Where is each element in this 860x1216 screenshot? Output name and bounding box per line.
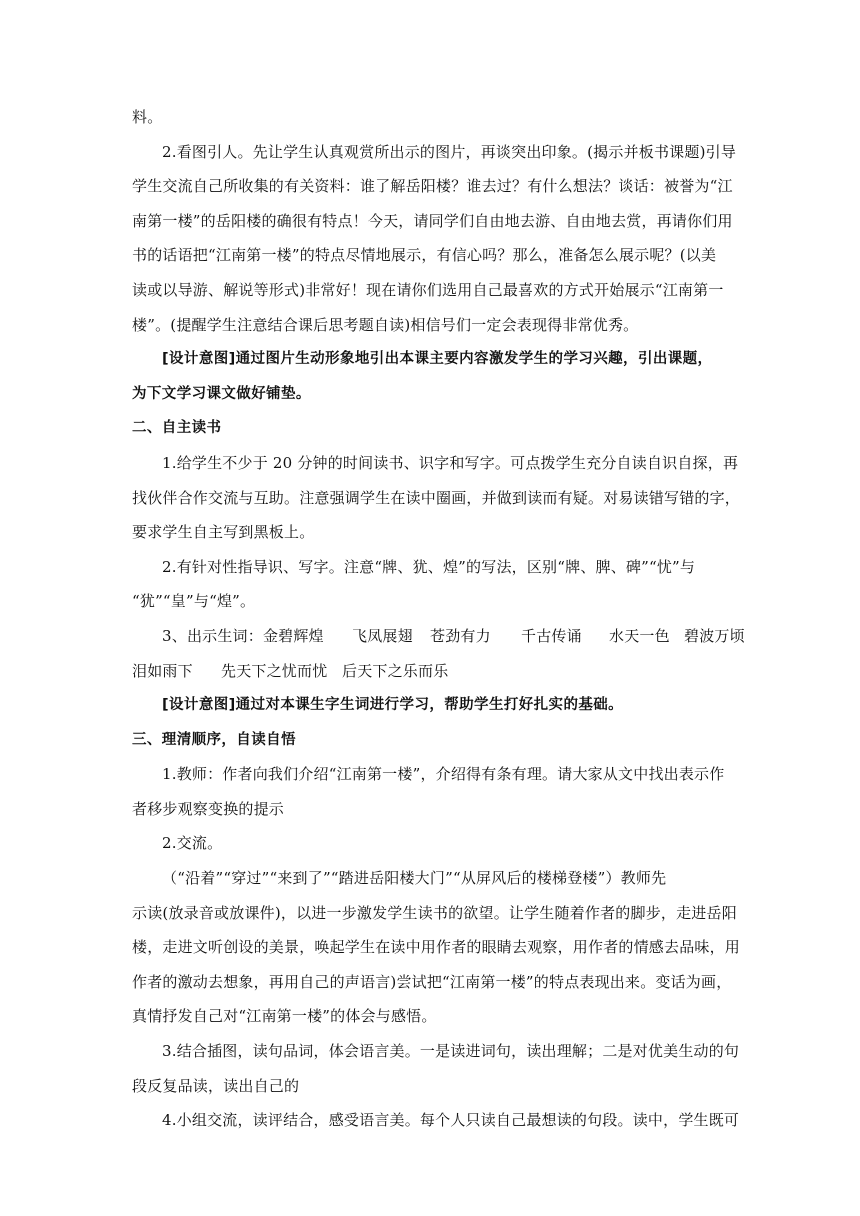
paragraph-line: 真情抒发自己对“江南第一楼”的体会与感悟。 — [132, 1007, 437, 1026]
paragraph-line: 料。 — [132, 108, 163, 126]
paragraph-line: 南第一楼”的岳阳楼的确很有特点！今天，请同学们自由地去游、自由地去赏，再请你们用 — [132, 211, 733, 230]
paragraph-line: 2.有针对性指导识、写字。注意“牌、犹、煌”的写法，区别“牌、脾、碑”“忧”与 — [162, 557, 696, 576]
design-intent-note: [设计意图]通过图片生动形象地引出本课主要内容激发学生的学习兴趣，引出课题， — [162, 351, 713, 368]
vocab-word: 水天一色 — [609, 626, 670, 645]
paragraph-line: 2.交流。 — [162, 834, 223, 853]
paragraph-line: 1.教师：作者向我们介绍“江南第一楼”，介绍得有条有理。请大家从文中找出表示作 — [162, 765, 725, 784]
vocab-word: 千古传诵 — [521, 626, 582, 645]
paragraph-line: 作者的激动去想象，再用自己的声语言)尝试把“江南第一楼”的特点表现出来。变话为画， — [132, 972, 732, 991]
paragraph-line: 楼”。(提醒学生注意结合课后思考题自读)相信号们一定会表现得非常优秀。 — [132, 315, 639, 334]
paragraph-line: 3.结合插图，读句品词，体会语言美。一是读进词句，读出理解；二是对优美生动的句 — [162, 1042, 740, 1061]
vocab-word: 泪如雨下 — [132, 661, 193, 680]
paragraph-line: 书的话语把“江南第一楼”的特点尽情地展示，有信心吗？那么，准备怎么展示呢？(以美 — [132, 246, 717, 265]
paragraph-line: 要求学生自主写到黑板上。 — [132, 523, 315, 542]
vocab-word: 飞凤展翅 — [352, 626, 413, 645]
paragraph-line: “犹”“皇”与“煌”。 — [132, 592, 256, 611]
paragraph-line: 楼，走进文听创设的美景，唤起学生在读中用作者的眼睛去观察，用作者的情感去品味，用 — [132, 938, 741, 957]
paragraph-line: 1.给学生不少于 20 分钟的时间读书、识字和写字。可点拨学生充分自读自识自探，再 — [162, 453, 739, 472]
vocabulary-line — [132, 654, 732, 689]
paragraph-line: 4.小组交流，读评结合，感受语言美。每个人只读自己最想读的句段。读中，学生既可 — [162, 1111, 740, 1130]
document-page — [132, 100, 745, 1138]
paragraph-line: 2.看图引人。先让学生认真观赏所出示的图片，再谈突出印象。(揭示并板书课题)引导 — [162, 142, 737, 161]
design-intent-note: 为下文学习课文做好铺垫。 — [132, 385, 311, 402]
paragraph-line: 者移步观察变换的提示 — [132, 799, 285, 818]
design-intent-note: [设计意图]通过对本课生字生词进行学习，帮助学生打好扎实的基础。 — [162, 697, 624, 714]
paragraph-line: 示读(放录音或放课件)，以进一步激发学生读书的欲望。让学生随着作者的脚步，走进岳阳 — [132, 903, 737, 922]
vocab-word: 后天下之乐而乐 — [342, 661, 449, 680]
paragraph-line: 段反复品读，读出自己的 — [132, 1076, 300, 1095]
vocab-intro: 3、出示生词：金碧辉煌 — [162, 626, 324, 645]
vocab-word: 先天下之忧而忧 — [221, 661, 328, 680]
paragraph-line: 读或以导游、解说等形式)非常好！现在请你们选用自己最喜欢的方式开始展示“江南第一 — [132, 280, 724, 299]
section-heading: 三、理清顺序，自读自悟 — [132, 731, 296, 748]
section-heading: 二、自主读书 — [132, 420, 222, 437]
paragraph-line: （“沿着”“穿过”“来到了”“踏进岳阳楼大门”“从屏风后的楼梯登楼”）教师先 — [162, 869, 667, 888]
paragraph-line: 学生交流自己所收集的有关资料：谁了解岳阳楼？谁去过？有什么想法？谈话：被誉为“江 — [132, 177, 733, 196]
paragraph-line: 找伙伴合作交流与互助。注意强调学生在读中圈画，并做到读而有疑。对易读错写错的字， — [132, 488, 741, 507]
vocabulary-line — [132, 619, 745, 654]
vocab-word: 苍劲有力 — [430, 626, 491, 645]
vocab-word: 碧波万顷 — [684, 626, 745, 645]
